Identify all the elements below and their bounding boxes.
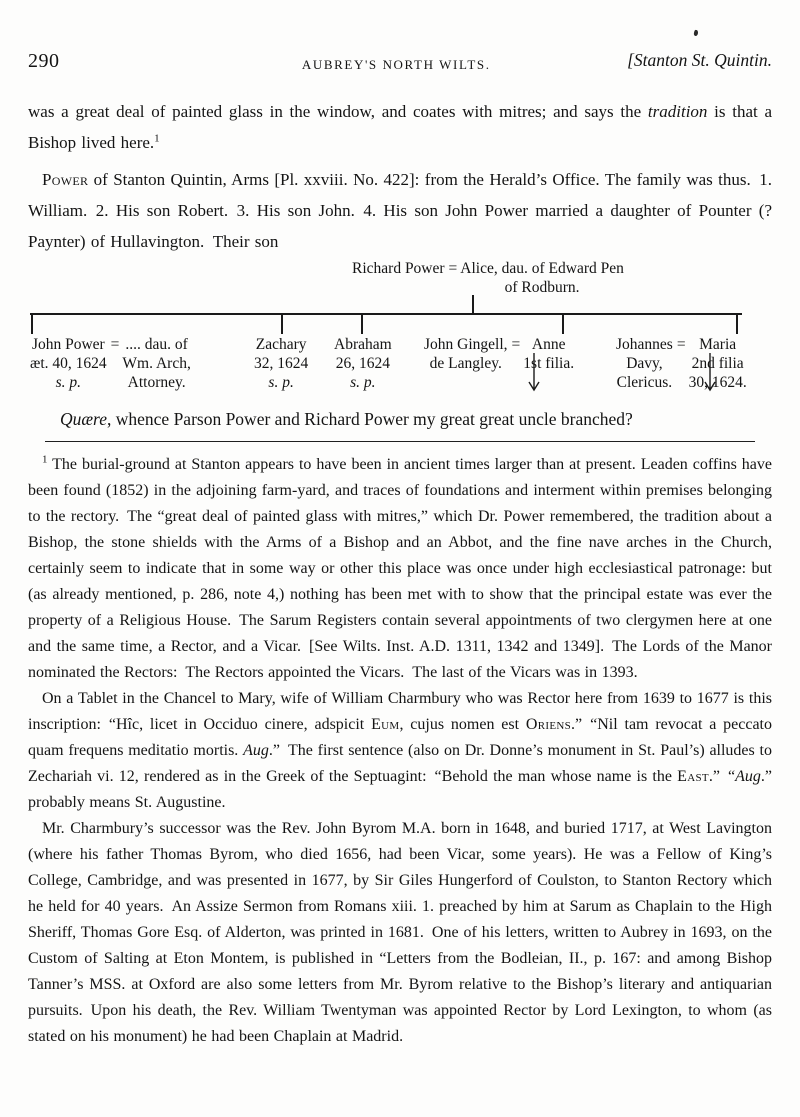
footnote-reference: 1 — [154, 132, 160, 145]
tree-drop-line-john — [31, 314, 33, 334]
footnote-1 — [28, 452, 772, 686]
marriage-equals-sign: = — [511, 336, 520, 353]
footnote-byrom-paragraph — [28, 816, 772, 1050]
tree-husband-richard-power: Richard Power — [352, 260, 445, 277]
maria-name: Maria — [699, 336, 737, 353]
john-power-age: æt. 40, 1624 — [30, 355, 107, 372]
para1-italic-tradition: tradition — [647, 102, 708, 121]
marriage-equals-sign: = — [676, 336, 685, 353]
wife-attorney: Attorney. — [127, 374, 186, 391]
page-header — [0, 0, 800, 76]
paragraph-power-family — [28, 164, 772, 257]
tree-drop-line-zachary — [281, 314, 283, 334]
fn2-text-2: , cujus nomen est — [399, 716, 526, 733]
tree-group-abraham — [334, 335, 392, 392]
abraham-column — [334, 335, 392, 392]
wife-line2: of Rodburn. — [504, 279, 580, 296]
anne-name: Anne — [531, 336, 566, 353]
footnote-1-text: The burial-ground at Stanton appears to have been in ancient times larger than at present. Leaden coffins have been found (1852) in the adjoining farm-yard, and traces of foundations and interment within premises belonging to the rectory. The “great deal of painted glass with mitres,” which Dr. Power remembered, the tradition about a Bishop, the stone shields with the Arms of a Bishop and an Abbot, and the fine nave arches in the Church, certainly seem to indicate that in some way or other this place was once under high ecclesiastical patronage: but (as already mentioned, p. 286, note 4,) nothing has been met with to show that the principal estate was ever the property of a Religious House. The Sarum Registers contain several appointments of two clergymen here at one and the same time, a Rector, and a Vicar. [See Wilts. Inst. A.D. 1311, 1342 and 1349]. The Lords of the Manor nominated the Rectors: The Rectors appointed the Vicars. The last of the Vicars was in 1393. — [28, 456, 772, 681]
abraham-name: Abraham — [334, 336, 392, 353]
marriage-equals-sign: = — [110, 336, 119, 353]
fn2-text-5: .” “ — [708, 768, 736, 785]
para1-text-end: is that a Bishop lived here. — [28, 102, 772, 152]
quaere-text: , whence Parson Power and Richard Power my great great uncle branched? — [107, 409, 633, 429]
paragraph-painted-glass — [28, 96, 772, 158]
fn2-smallcaps-eum: Eum — [371, 716, 400, 733]
tree-drop-line-abraham — [361, 314, 363, 334]
gingell-name: John Gingell, — [424, 336, 508, 353]
quaere-italic: Quære — [60, 409, 107, 429]
johannes-name: Johannes — [616, 336, 673, 353]
wife-line1: Alice, dau. of Edward Pen — [460, 260, 624, 277]
maria-second-filia: 2nd filia — [691, 355, 744, 372]
fn2-smallcaps-east: East — [677, 768, 709, 785]
john-power-wife-column — [122, 335, 190, 392]
para2-text: of Stanton Quintin, Arms [Pl. xxviii. No. 422]: from the Herald’s Office. The family was thus. 1. William. 2. His son Robert. 3. His son John. 4. His son John Power married a daughter of Pounter (? Paynter) of Hullavington. Their son — [28, 170, 772, 251]
gingell-column — [424, 335, 508, 373]
tree-group-zachary — [254, 335, 308, 392]
page-number: 290 — [28, 50, 60, 72]
tree-parents-couple — [352, 259, 624, 297]
john-power-name: John Power — [31, 336, 105, 353]
tree-sibling-line — [30, 313, 742, 315]
zachary-name: Zachary — [255, 336, 307, 353]
fn2-text-4: .” The first sentence (also on Dr. Donne’s monument in St. Paul’s) alludes to Zechariah vi. 12, rendered as in the Greek of the Septuagint: “Behold the man whose name is the — [28, 742, 772, 785]
quaere-question — [28, 407, 772, 432]
footnote-marker: 1 — [42, 453, 48, 466]
johannes-davy: Davy, — [626, 355, 663, 372]
zachary-column — [254, 335, 308, 392]
issue-descent-arrow-icon — [526, 353, 542, 395]
fn2-text-6: .” probably means St. Augustine. — [28, 768, 772, 811]
maria-age: 30, 1624. — [688, 374, 747, 391]
tree-parent-descent-line — [472, 295, 474, 313]
tree-wife-alice — [460, 259, 624, 297]
gingell-de-langley: de Langley. — [429, 355, 502, 372]
fn2-smallcaps-oriens: Oriens — [525, 716, 572, 733]
tree-group-gingell — [424, 335, 574, 373]
john-power-sp: s. p. — [55, 374, 82, 391]
tree-group-johannes-davy — [616, 335, 747, 392]
tree-drop-line-maria — [736, 314, 738, 334]
footnote-tablet-paragraph — [28, 686, 772, 816]
fn2-italic-aug-1: Aug — [243, 742, 269, 759]
john-power-column — [30, 335, 107, 392]
running-title: AUBREY'S NORTH WILTS. — [301, 57, 491, 72]
footnote-rule — [45, 441, 755, 442]
zachary-age: 32, 1624 — [254, 355, 309, 372]
fn2-italic-aug-2: Aug — [735, 768, 761, 785]
abraham-age: 26, 1624 — [335, 355, 390, 372]
para1-text: was a great deal of painted glass in the window, and coates with mitres; and says the — [28, 102, 648, 121]
abraham-sp: s. p. — [350, 374, 376, 391]
fn2-text-1: On a Tablet in the Chancel to Mary, wife of William Charmbury who was Rector here from 1639 to 1677 is this inscription: “Hîc, licet in Occiduo cinere, adspicit — [28, 690, 772, 733]
johannes-clericus: Clericus. — [616, 374, 673, 391]
fn3-text: Mr. Charmbury’s successor was the Rev. John Byrom M.A. born in 1648, and buried 1717, at West Lavington (where his father Thomas Byrom, who died 1656, had been Vicar, some years). He was a Fellow of King’s College, Cambridge, and was presented in 1677, by Sir Giles Hungerford of Coulston, to Stanton Rectory which he held for 40 years. An Assize Sermon from Romans xiii. 1. preached by him at Sarum as Chaplain to the High Sheriff, Thomas Gore Esq. of Alderton, was printed in 1681. One of his letters, written to Aubrey in 1693, on the Custom of Salting at Eton Montem, is published in “Letters from the Bodleian, II., p. 167: and among Bishop Tanner’s MSS. at Oxford are also some letters from Mr. Byrom relative to the Bishop’s literary and antiquarian pursuits. Upon his death, the Rev. William Twentyman was appointed Rector by Lord Lexington, to whom (as stated on his monument) he had been Chaplain at Madrid. — [28, 820, 772, 1045]
tree-drop-line-anne — [562, 314, 564, 334]
fn2-text-3: .” “Nil tam revocat a peccato quam frequens meditatio mortis. — [28, 716, 773, 759]
wife-wm-arch: Wm. Arch, — [122, 355, 191, 372]
johannes-column — [616, 335, 673, 392]
issue-descent-arrow-icon — [702, 353, 718, 395]
wife-dau-of: .... dau. of — [125, 336, 188, 353]
anne-first-filia: 1st filia. — [523, 355, 575, 372]
para2-smallcaps-power: Power — [42, 170, 89, 189]
marriage-equals-sign: = — [448, 260, 457, 277]
zachary-sp: s. p. — [268, 374, 294, 391]
section-header: [Stanton St. Quintin. — [627, 50, 772, 70]
genealogy-tree — [0, 259, 800, 405]
footnote-section — [28, 452, 772, 1050]
tree-group-john-power — [30, 335, 191, 392]
